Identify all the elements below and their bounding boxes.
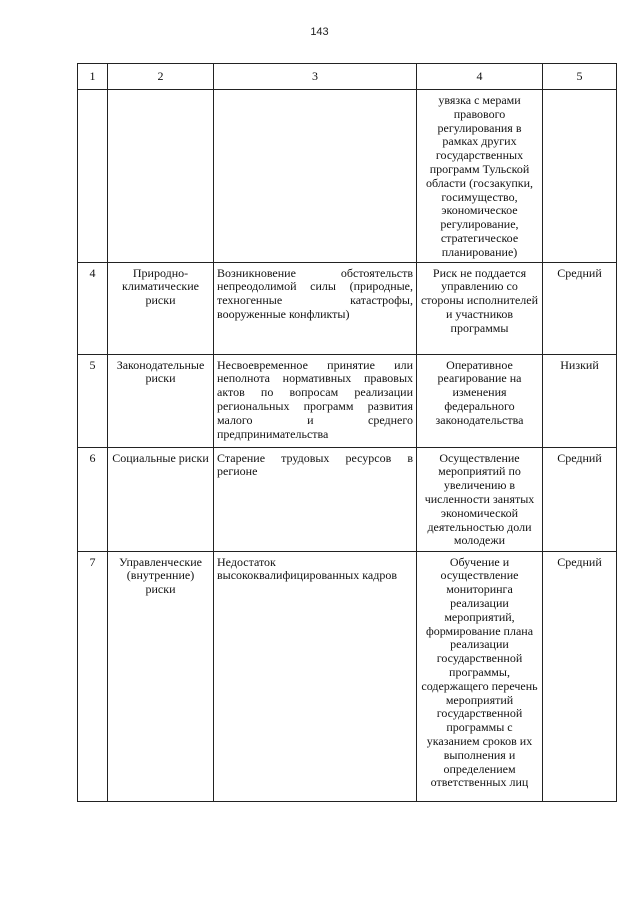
risk-table [77,63,617,802]
risk-level-cell [543,90,617,263]
header-cell-1: 1 [78,64,108,90]
risk-measures-cell: Обучение и осуществление мониторинга реализации мероприятий, формирование плана реализации государственной программы, содержащего перечень мероприятий государственной программы с указанием сроков их выполнения и определением ответственных лиц [417,551,543,801]
table-row [78,90,617,263]
risk-measures-cell: увязка с мерами правового регулирования в рамках других государственных программ Тульской области (госзакупки, госимущество, экономическое регулирование, стратегическое планирование) [417,90,543,263]
risk-name-cell [108,90,214,263]
table-row [78,551,617,801]
risk-description-cell: Недостаток высококвалифицированных кадров [214,551,417,801]
table-row [78,447,617,551]
risk-description-cell: Несвоевременное принятие или неполнота нормативных правовых актов по вопросам реализации региональных программ развития малого и среднего предпринимательства [214,354,417,447]
risk-measures-cell: Осуществление мероприятий по увеличению в численности занятых экономической деятельностью доли молодежи [417,447,543,551]
header-cell-4: 4 [417,64,543,90]
table-row [78,262,617,354]
risk-measures-cell: Оперативное реагирование на изменения федерального законодательства [417,354,543,447]
risk-description-cell: Возникновение обстоятельств непреодолимой силы (природные, техногенные катастрофы, вооруженные конфликты) [214,262,417,354]
table-row [78,354,617,447]
header-cell-5: 5 [543,64,617,90]
header-cell-3: 3 [214,64,417,90]
risk-level-cell: Средний [543,262,617,354]
risk-name-cell: Управленческие (внутренние) риски [108,551,214,801]
risk-name-cell: Социальные риски [108,447,214,551]
row-number-cell: 6 [78,447,108,551]
risk-level-cell: Средний [543,551,617,801]
risk-name-cell: Законодательные риски [108,354,214,447]
risk-measures-cell: Риск не поддается управлению со стороны исполнителей и участников программы [417,262,543,354]
header-cell-2: 2 [108,64,214,90]
risk-level-cell: Средний [543,447,617,551]
risk-description-cell [214,90,417,263]
page-number: 143 [310,26,329,38]
row-number-cell [78,90,108,263]
row-number-cell: 7 [78,551,108,801]
risk-description-cell: Старение трудовых ресурсов в регионе [214,447,417,551]
row-number-cell: 5 [78,354,108,447]
risk-name-cell: Природно-климатические риски [108,262,214,354]
risk-level-cell: Низкий [543,354,617,447]
table-header-row [78,64,617,90]
row-number-cell: 4 [78,262,108,354]
